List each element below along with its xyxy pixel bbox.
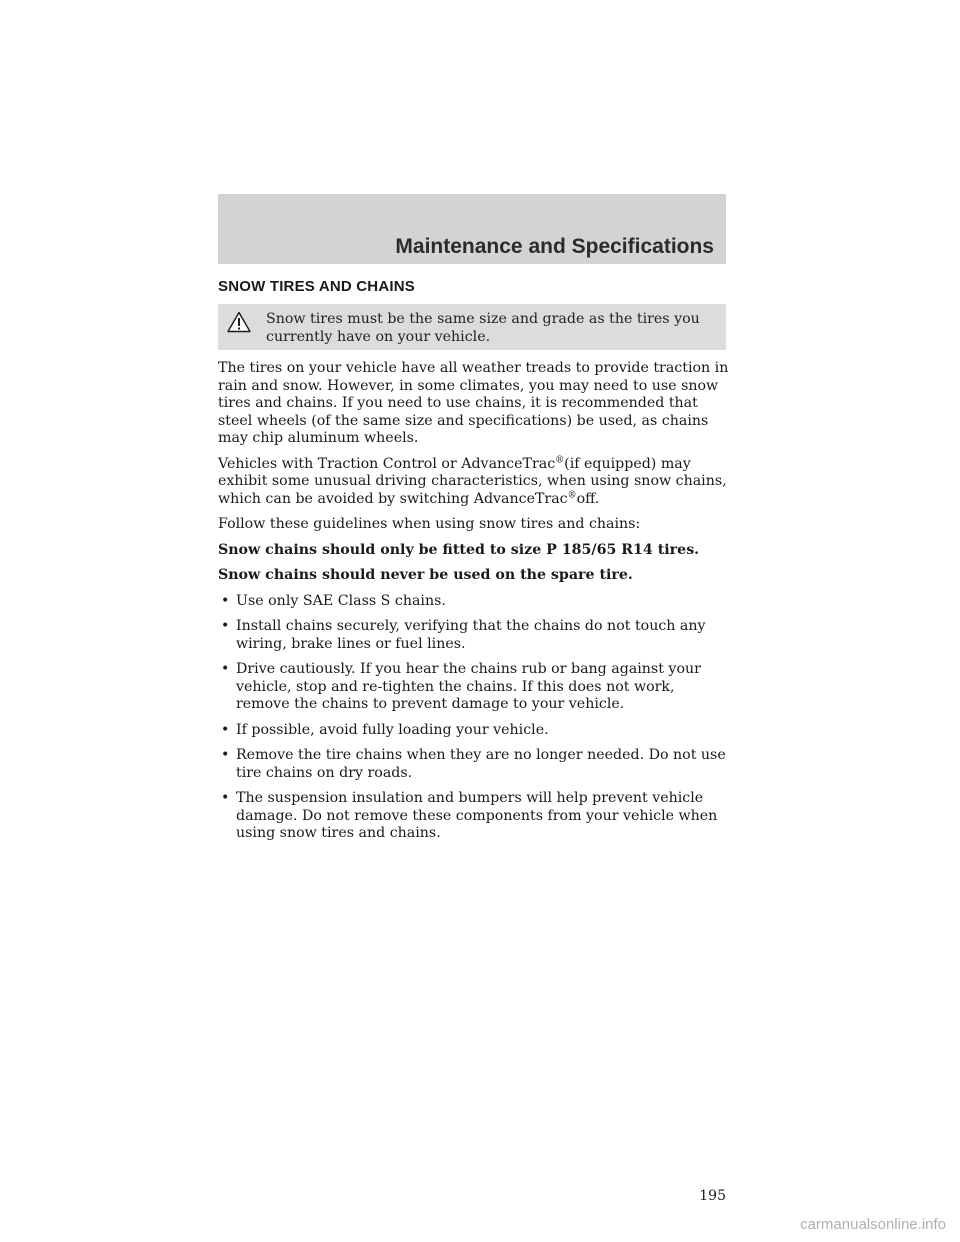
list-item-text: If possible, avoid fully loading your vehicle. <box>236 721 549 738</box>
bullet-icon: • <box>221 721 230 738</box>
bold-note-size: Snow chains should only be fitted to size P 185/65 R14 tires. <box>218 541 700 558</box>
list-item <box>218 661 730 714</box>
trademark-symbol: ® <box>555 454 565 465</box>
list-item-text: The suspension insulation and bumpers will help prevent vehicle damage. Do not remove these components from your vehicle when using snow tires and chains. <box>236 790 718 841</box>
paragraph-advancetrac-part-3: off. <box>576 490 600 507</box>
warning-triangle-icon <box>227 311 251 333</box>
watermark: carmanualsonline.info <box>800 1216 946 1233</box>
trademark-symbol: ® <box>567 489 577 500</box>
list-item <box>218 790 730 843</box>
guideline-list <box>218 593 730 843</box>
list-item-text: Install chains securely, verifying that the chains do not touch any wiring, brake lines or fuel lines. <box>236 618 706 652</box>
chapter-title: Maintenance and Specifications <box>395 235 714 258</box>
list-item-text: Drive cautiously. If you hear the chains rub or bang against your vehicle, stop and re-tighten the chains. If this does not work, remove the chains to prevent damage to your vehicle. <box>236 661 701 712</box>
paragraph-advancetrac <box>218 456 730 509</box>
warning-text: Snow tires must be the same size and grade as the tires you currently have on your vehicle. <box>266 311 700 345</box>
bullet-icon: • <box>221 661 230 677</box>
paragraph-advancetrac-part-1: Vehicles with Traction Control or AdvanceTrac <box>218 455 556 472</box>
list-item <box>218 618 730 653</box>
list-item-text: Use only SAE Class S chains. <box>236 592 446 609</box>
bold-note-spare: Snow chains should never be used on the spare tire. <box>218 567 633 583</box>
bullet-icon: • <box>221 618 230 634</box>
body-content <box>218 360 730 851</box>
bullet-icon: • <box>221 790 230 806</box>
list-item <box>218 593 730 611</box>
list-item <box>218 722 730 740</box>
warning-box <box>218 304 726 350</box>
paragraph-traction: The tires on your vehicle have all weather treads to provide traction in rain and snow. However, in some climates, you may need to use snow tires and chains. If you need to use chains, it is recommended that steel wheels (of the same size and specifications) be used, as chains may chip aluminum wheels. <box>218 360 729 446</box>
section-title: SNOW TIRES AND CHAINS <box>218 278 415 295</box>
paragraph-guidelines: Follow these guidelines when using snow tires and chains: <box>218 516 641 532</box>
header-band <box>218 194 726 264</box>
list-item <box>218 747 730 782</box>
bullet-icon: • <box>221 592 230 609</box>
paragraph-advancetrac-part-2: (if equipped) may exhibit some unusual driving characteristics, when using snow chains, which can be avoided by switching AdvanceTrac <box>218 455 727 507</box>
list-item-text: Remove the tire chains when they are no longer needed. Do not use tire chains on dry roads. <box>236 747 726 781</box>
bullet-icon: • <box>221 747 230 763</box>
page-number: 195 <box>699 1188 726 1204</box>
